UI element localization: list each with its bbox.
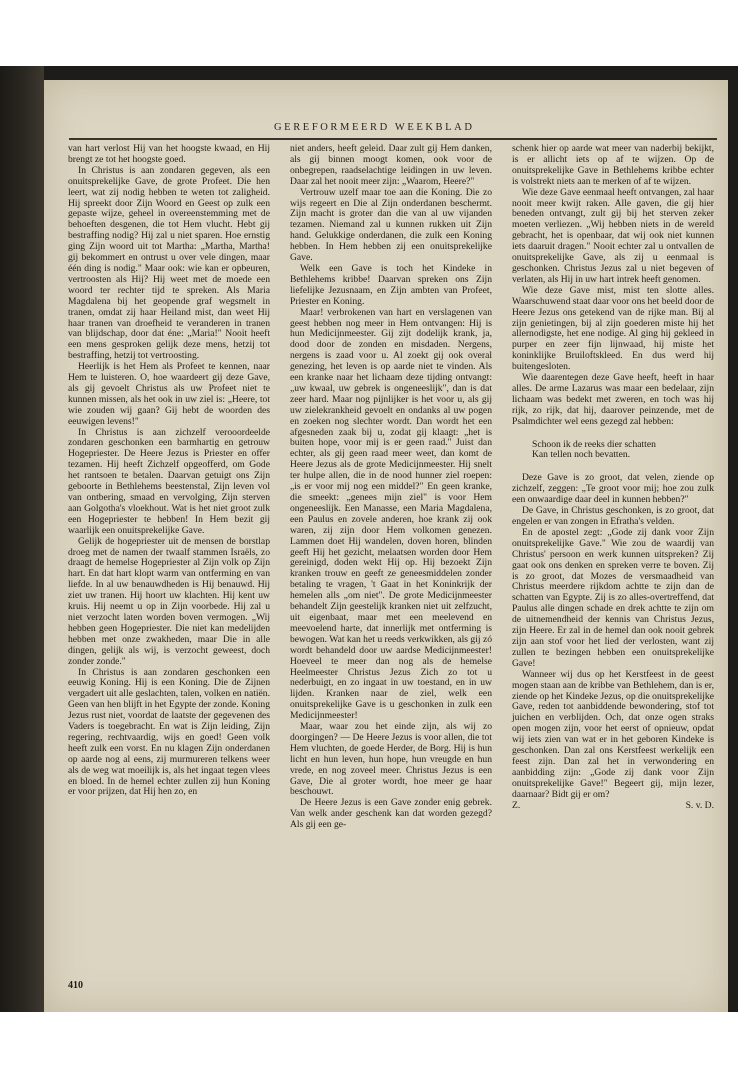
paragraph: Wie daarentegen deze Gave heeft, heeft in haar alles. De arme Lazarus was maar een bedelaar, zijn lichaam was bedekt met zweren, en toch was hij rijk, zo rijk, dat hij, daarover peinzende, met de Psalmdichter wel eens gezegd zal hebben: <box>512 372 714 427</box>
signature-left: Z. <box>512 799 521 811</box>
verse-line: Schoon ik de reeks dier schatten <box>532 438 656 450</box>
book-binding <box>0 66 44 1012</box>
paragraph: Heerlijk is het Hem als Profeet te kennen, naar Hem te luisteren. O, hoe waardeert gij deze Gave, als gij gevoelt Christus als uw Profeet niet te kunnen missen, als het ook in uw ziel is: „Heere, tot wie zouden wij gaan? Gij hebt de woorden des eeuwigen levens!" <box>68 361 270 427</box>
paragraph: In Christus is aan zondaren gegeven, als een onuitsprekelijke Gave, de grote Profeet. Die hen leert, wat zij nodig hebben te weten tot zaligheid. Hij spreekt door Zijn Woord en Geest op zulk een gepaste wijze, geheel in overeenstemming met de behoeften desgenen, die tot Hem vlucht. Hebt gij bestraffing nodig? Hij zal u niet sparen. Hoe ernstig ging Zijn woord uit tot Martha: „Martha, Martha! gij bekommert en ontrust u over vele dingen, maar één ding is nodig." Maar ook: wie kan er opbeuren, vertroosten als Hij? Hij weet met de moede een woord ter rechter tijd te spreken. Als Maria Magdalena bij het geopende graf wegsmelt in tranen, omdat zij haar Heiland mist, dan weet Hij haar tranen van droefheid te veranderen in tranen van blijdschap, door dat éne: „Maria!" Nooit heeft een mens gesproken gelijk deze mens, hetzij tot bestraffing, hetzij tot vertroosting. <box>68 164 270 362</box>
paragraph: Wie deze Gave mist, mist ten slotte alles. Waarschuwend staat daar voor ons het beeld door de Heere Jezus ons getekend van de rijke man. Bij al zijn genietingen, bij al zijn goederen miste hij het allernodigste, het ene nodige. Al ging hij gekleed in purper en zeer fijn lijnwaad, hij miste het koninklijke Bruiloftskleed. En dus werd hij buitengesloten. <box>512 284 714 373</box>
magazine-page <box>44 80 728 1012</box>
verse-quote <box>512 440 714 462</box>
paragraph: En de apostel zegt: „Gode zij dank voor Zijn onuitsprekelijke Gave." Wie zou de waardij van Christus' persoon en werk kunnen uitspreken? Zij gaat ook ons denken en spreken verre te boven. Zij is zo groot, dat Mozes de versmaadheid van Christus meerdere rijkdom achtte te zijn dan de schatten van Egypte. Zij is zo alles-overtreffend, dat Paulus alle dingen schade en drek achtte te zijn om de uitnemendheid der kennis van Christus Jezus, zijn Heere. Er zal in de hemel dan ook nooit gebrek zijn aan stof voor het lied der verlosten, want zij zullen te bezingen hebben een onuitsprekelijke Gave! <box>512 526 714 669</box>
paragraph: De Gave, in Christus geschonken, is zo groot, dat engelen er van zongen in Efratha's velden. <box>512 505 714 527</box>
paragraph: schenk hier op aarde wat meer van naderbij bekijkt, is er allicht iets op af te wijzen. Op de onuitsprekelijke Gave in Bethlehems kribbe echter is volstrekt niets aan te merken of af te wijzen. <box>512 143 714 187</box>
paragraph: Gelijk de hogepriester uit de mensen de borstlap droeg met de namen der twaalf stammen Israëls, zo draagt de hemelse Hogepriester al Zijn volk op Zijn hart. En dat hart klopt warm van ontferming en van liefde. In al uw benauwdheden is Hij benauwd. Hij ziet uw tranen. Hij hoort uw klachten. Hij kent uw kruis. Hij neemt u op in Zijn voorbede. Hij zal u niet verzocht laten worden boven vermogen. „Wij hebben geen Hogepriester. Die niet kan medelijden hebben met onze zwakheden, maar Die in alle dingen, gelijk als wij, is verzocht geweest, doch zonder zonde." <box>68 535 270 667</box>
scan-margin-bottom <box>0 1012 738 1068</box>
scan-edge-right <box>728 66 738 1012</box>
paragraph: Deze Gave is zo groot, dat velen, ziende op zichzelf, zeggen: „Te groot voor mij; hoe zou zulk een onwaardige daar deel in kunnen hebben?" <box>512 472 714 506</box>
paragraph: Welk een Gave is toch het Kindeke in Bethlehems kribbe! Daarvan spreken ons Zijn liefelijke Jezusnaam, en Zijn ambten van Profeet, Priester en Koning. <box>290 262 492 307</box>
paragraph: De Heere Jezus is een Gave zonder enig gebrek. Van welk ander geschenk kan dat worden gezegd? Als gij een ge- <box>290 797 492 831</box>
paragraph: In Christus is aan zondaren geschonken een eeuwig Koning. Hij is een Koning. Die de Zijnen vergadert uit alle geslachten, talen, volken en natiën. Geen van hen blijft in het Egypte der zonde. Koning Jezus rust niet, voordat de laatste der gegevenen des Vaders is toegebracht. En wat is Zijn leiding, Zijn regering, rechtvaardig, wijs en goed! Geen volk heeft zulk een vorst. En nu klagen Zijn onderdanen op aarde nog al eens, zij murmureren telkens weer als de weg wat moeilijk is, als het ingaat tegen vlees en bloed. In de hemel echter zullen zij hun Koning er voor prijzen, dat Hij hen zo, en <box>68 666 270 798</box>
scan-edge-top <box>44 66 728 80</box>
paragraph: van hart verlost Hij van het hoogste kwaad, en Hij brengt ze tot het hoogste goed. <box>68 143 270 165</box>
header-rule <box>69 138 717 140</box>
verse-line: Kan tellen noch bevatten. <box>532 449 631 461</box>
paragraph: Maar, waar zou het einde zijn, als wij zo doorgingen? — De Heere Jezus is voor allen, die tot Hem vluchten, de goede Herder, de Borg. Hij is hun licht en hun leven, hun hope, hun vreugde en hun vrede, en nog zoveel meer. Christus Jezus is een Gave, Die al groter wordt, hoe meer ge haar beschouwt. <box>290 721 492 798</box>
signature-right: S. v. D. <box>685 799 714 811</box>
paragraph: Wie deze Gave eenmaal heeft ontvangen, zal haar nooit meer kwijt raken. Alle gaven, die gij hier beneden ontvangt, zult gij bij het sterven zeker moeten verliezen. „Wij hebben niets in de wereld gebracht, het is openbaar, dat wij ook niet kunnen iets daaruit dragen." Nooit echter zal u ontvallen de onuitsprekelijke Gave, als zij u eenmaal is geschonken. Christus Jezus zal u niet begeven of verlaten, als Hij in uw hart intrek heeft genomen. <box>512 186 714 285</box>
column-middle <box>290 144 492 831</box>
column-right <box>512 144 714 811</box>
scan-margin-top <box>0 0 738 66</box>
running-header: GEREFORMEERD WEEKBLAD <box>274 122 475 133</box>
paragraph: Maar! verbrokenen van hart en verslagenen van geest hebben nog meer in Hem ontvangen: Hij is hun Medicijnmeester. Gij zijt dodelijk krank, ja, dood door de zonden en misdaden. Nergens, nergens is zaad voor u. Al zoekt gij ook overal genezing, het leven is op aarde niet te vinden. Als een kranke naar het lichaam deze tijding ontvangt: „uw kwaal, uw gebrek is ongeneeslijk", dan is dat zeer hard. Maar nog pijnlijker is het voor u, als gij uw zielekrankheid gevoelt en ondanks al uw pogen en zoeken nog slechter wordt. Dan wordt het een afgesneden zaak bij u, zodat gij klaagt: „het is buiten hope, voor mij is er geen raad." Juist dan echter, als gij geen raad meer weet, dan komt de Heere Jezus als de grote Medicijnmeester. Hij snelt ter hulpe allen, die in de nood hunner ziel roepen: „is er voor mij nog een middel?" En geen kranke, die smeekt: „genees mijn ziel" is voor Hem ongeneeslijk. Een Manasse, een Maria Magdalena, een Paulus en zovele anderen, hoe krank zij ook waren, zij zijn door Hem volkomen genezen. Lammen doet Hij wandelen, doven horen, blinden geeft Hij het gezicht, melaatsen worden door Hem gereinigd, doden wekt Hij op. Hij bezoekt Zijn kranken trouw en geeft ze geneesmiddelen zonder betaling te vragen, 't Gaat in het Koninkrijk der hemelen alls „om niet". De grote Medicijnmeester behandelt Zijn geestelijk kranken niet uit zelfzucht, uit eigenbaat, maar met een meelevend en meevoelend harte, dat innerlijk met ontferming is bewogen. Wat kan het u reeds verkwikken, als gij zó wordt behandeld door uw aardse Medicijnmeester! Hoeveel te meer dan nog als de hemelse Heelmeester Christus Jezus Zich zo tot u nederbuigt, en zo ingaat in uw toestand, en in uw lijden. Kranken naar de ziel, welk een onuitsprekelijke Gave is u geschonken in zulk een Medicijnmeester! <box>290 306 492 722</box>
paragraph: Wanneer wij dus op het Kerstfeest in de geest mogen staan aan de kribbe van Bethlehem, dan is er, ziende op het Kindeke Jezus, op die onuitsprekelijke Gave, reden tot aanbiddende bewondering, stof tot juichen en verblijden. Och, dat onze ogen straks open mogen zijn, voor het eerst of opnieuw, opdat wij iets zien van wat er in het geboren Kindeke is geschonken. Dan zal ons Kerstfeest werkelijk een feest zijn. Dan zal het in verwondering en aanbidding zijn: „Gode zij dank voor Zijn onuitsprekelijke Gave!" Begeert gij, mijn lezer, daarnaar? Bidt gij er om? <box>512 668 714 800</box>
signature-line <box>512 801 714 812</box>
paragraph: Vertrouw uzelf maar toe aan die Koning. Die zo wijs regeert en Die al Zijn onderdanen beschermt. Zijn macht is groter dan die van al uw vijanden tezamen. Niemand zal u kunnen rukken uit Zijn hand. Gelukkige onderdanen, die zulk een Koning hebben. In Hem hebben zij een onuitsprekelijke Gave. <box>290 186 492 264</box>
page-number: 410 <box>68 980 83 991</box>
column-left <box>68 144 270 798</box>
paragraph: In Christus is aan zichzelf verooordeelde zondaren geschonken een barmhartig en getrouw Hogepriester. De Heere Jezus is Priester en offer tezamen. Hij heeft Zichzelf opgeofferd, om Gode het rantsoen te betalen. Daarvan getuigt ons Zijn geboorte in Bethlehems beestenstal, Zijn leven vol van ontbering, smaad en vervolging, Zijn sterven aan Golgotha's vloekhout. Wat is het niet groot zulk een Hogepriester te hebben! In Hem bezit gij waarlijk een onuitsprekelijke Gave. <box>68 426 270 536</box>
paragraph: niet anders, heeft geleid. Daar zult gij Hem danken, als gij binnen moogt komen, ook voor de onbegrepen, raadselachtige leidingen in uw leven. Daar zal het nooit meer zijn: „Waarom, Heere?" <box>290 143 492 187</box>
